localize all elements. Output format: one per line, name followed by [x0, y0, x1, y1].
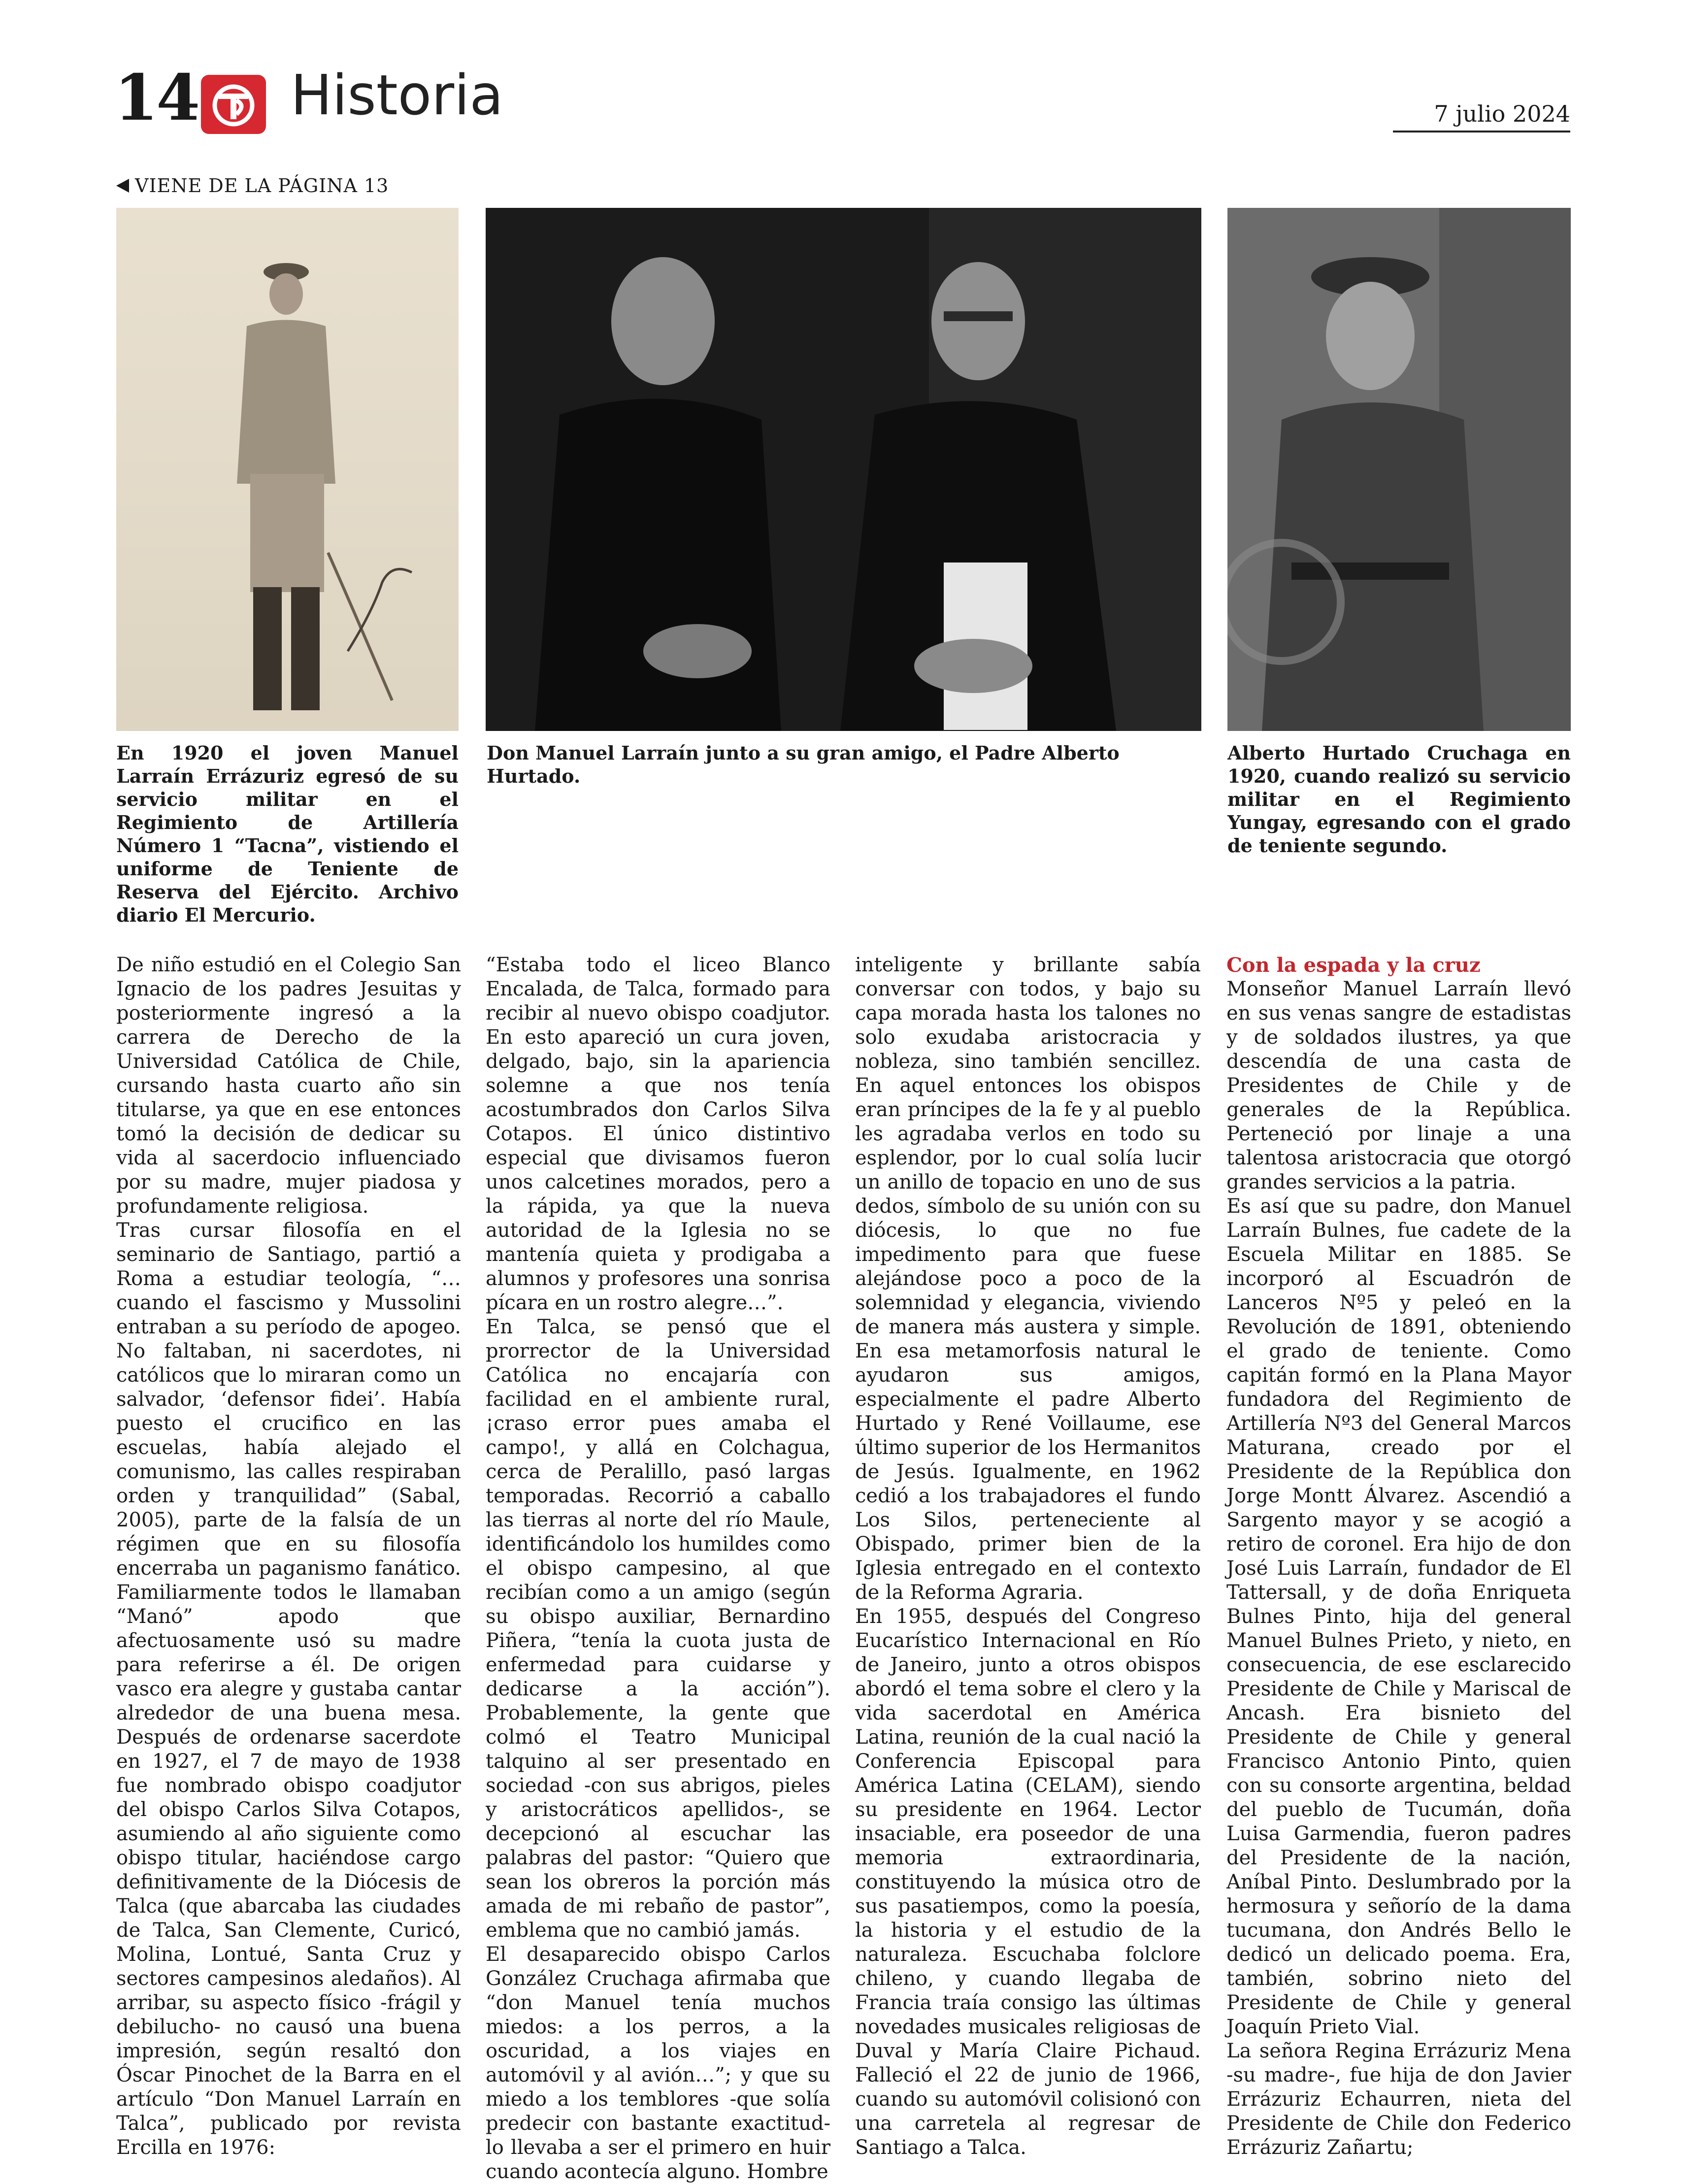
issue-date: 7 julio 2024 — [1434, 100, 1570, 127]
article-column-3 — [855, 953, 1201, 2160]
article-column-4 — [1226, 953, 1571, 2160]
alberto-hurtado-soldier-photo — [1227, 208, 1571, 731]
photo-caption-2: Don Manuel Larraín junto a su gran amigo, el Padre Alberto Hurtado. — [487, 742, 1120, 787]
continued-from-label: VIENE DE LA PÁGINA 13 — [135, 175, 389, 197]
paragraph: Es así que su padre, don Manuel Larraín Bulnes, fue cadete de la Escuela Militar en 1885. Se incorporó al Escuadrón de Lanceros Nº5 y peleó en la Revolución de 1891, obteniendo el grado de teniente. Como capitán formó en la Plana Mayor fundadora del Regimiento de Artillería Nº3 del General Marcos Maturana, creado por el Presidente de la República don Jorge Montt Álvarez. Ascendió a Sargento mayor y se acogió a retiro de coronel. Era hijo de don José Luis Larraín, fundador de El Tattersall, y de doña Enriqueta Bulnes Pinto, hija del general Manuel Bulnes Prieto, y nieto, en consecuencia, de ese esclarecido Presidente de Chile y Mariscal de Ancash. Era bisnieto del Presidente de Chile y general Francisco Antonio Pinto, quien con su consorte argentina, beldad del pueblo de Tucumán, doña Luisa Garmendia, fueron padres del Presidente de la nación, Aníbal Pinto. Deslumbrado por la hermosura y señorío de la dama tucumana, don Andrés Bello le dedicó un delicado poema. Era, también, sobrino nieto del Presidente de Chile y general Joaquín Prieto Vial. — [1226, 1195, 1571, 2038]
paragraph: La señora Regina Errázuriz Mena -su madre-, fue hija de don Javier Errázuriz Echaurren, nieta del Presidente de Chile don Federico Errázuriz Zañartu; — [1226, 2040, 1571, 2159]
newspaper-logo-icon — [201, 75, 266, 134]
paragraph: En Talca, se pensó que el prorrector de la Universidad Católica no encajaría con facilidad en el ambiente rural, ¡craso error pues amaba el campo!, y allá en Colchagua, cerca de Peralillo, pasó largas temporadas. Recorrió a caballo las tierras al norte del río Maule, identificándolo los humildes como el obispo campesino, al que recibían como a un amigo (según su obispo auxiliar, Bernardino Piñera, “tenía la cuota justa de enfermedad para cuidarse y dedicarse a la acción”). Probablemente, la gente que colmó el Teatro Municipal talquino al ser presentado en sociedad -con sus abrigos, pieles y aristocráticos apellidos-, se decepcionó al escuchar las palabras del pastor: “Quiero que sean los obreros la porción más amada de mi rebaño de pastor”, emblema que no cambió jamás. — [486, 1316, 830, 1942]
paragraph: De niño estudió en el Colegio San Ignacio de los padres Jesuitas y posteriormente ingresó a la carrera de Derecho de la Universidad Católica de Chile, cursando hasta cuarto año sin titularse, ya que en ese entonces tomó la decisión de dedicar su vida al sacerdocio influenciado por su madre, mujer piadosa y profundamente religiosa. — [116, 954, 461, 1218]
page-number: 14 — [114, 61, 198, 135]
subheading: Con la espada y la cruz — [1226, 954, 1481, 977]
article-column-2 — [486, 953, 830, 2184]
paragraph: En 1955, después del Congreso Eucarístico Internacional en Río de Janeiro, junto a otros obispos abordó el tema sobre el clero y la vida sacerdotal en América Latina, reunión de la cual nació la Conferencia Episcopal para América Latina (CELAM), siendo su presidente en 1964. Lector insaciable, era poseedor de una memoria extraordinaria, constituyendo la música otro de sus pasatiempos, como la poesía, la historia y el estudio de la naturaleza. Escuchaba folclore chileno, y cuando llegaba de Francia traía consigo las últimas novedades musicales religiosas de Duval y María Claire Pichaud. Falleció el 22 de junio de 1966, cuando su automóvil colisionó con una carretela al regresar de Santiago a Talca. — [855, 1605, 1201, 2159]
paragraph: Monseñor Manuel Larraín llevó en sus venas sangre de estadistas y de soldados ilustres, ya que descendía de una casta de Presidentes de Chile y de generales de la República. Perteneció por linaje a una talentosa aristocracia que otorgó grandes servicios a la patria. — [1226, 978, 1571, 1193]
photo-caption-3: Alberto Hurtado Cruchaga en 1920, cuando realizó su servicio militar en el Regimiento Yungay, egresando con el grado de teniente segundo. — [1227, 742, 1571, 857]
paragraph: inteligente y brillante sabía conversar con todos, y bajo su capa morada hasta los talones no solo exudaba aristocracia y nobleza, sino también sencillez. En aquel entonces los obispos eran príncipes de la fe y al pueblo les agradaba verlos en todo su esplendor, por lo cual solía lucir un anillo de topacio en uno de sus dedos, símbolo de su unión con su diócesis, lo que no fue impedimento para que fuese alejándose poco a poco de la solemnidad y elegancia, viviendo de manera más austera y simple. En esa metamorfosis natural le ayudaron sus amigos, especialmente el padre Alberto Hurtado y René Voillaume, ese último superior de los Hermanitos de Jesús. Igualmente, en 1962 cedió a los trabajadores el fundo Los Silos, perteneciente al Obispado, primer bien de la Iglesia entregado en el contexto de la Reforma Agraria. — [855, 954, 1201, 1604]
section-title: Historia — [291, 64, 503, 128]
manuel-larrain-soldier-photo — [116, 208, 459, 731]
paragraph: El desaparecido obispo Carlos González Cruchaga afirmaba que “don Manuel tenía muchos miedos: a los perros, a la oscuridad, a los viajes en automóvil y al avión…”; y que su miedo a los temblores -que solía predecir con bastante exactitud- lo llevaba a ser el primero en huir cuando acontecía alguno. Hombre — [486, 1943, 830, 2183]
paragraph: Tras cursar filosofía en el seminario de Santiago, partió a Roma a estudiar teología, “… cuando el fascismo y Mussolini entraban a su período de apogeo. No faltaban, ni sacerdotes, ni católicos que lo miraran como un salvador, ‘defensor fidei’. Había puesto el crucifico en las escuelas, había alejado el comunismo, las calles respiraban orden y tranquilidad” (Sabal, 2005), parte de la falsía de un régimen que en su filosofía encerraba un paganismo fanático. Familiarmente todos le llamaban “Manó” apodo que afectuosamente usó su madre para referirse a él. De origen vasco era alegre y gustaba cantar alrededor de una buena mesa. Después de ordenarse sacerdote en 1927, el 7 de mayo de 1938 fue nombrado obispo coadjutor del obispo Carlos Silva Cotapos, asumiendo al año siguiente como obispo titular, haciéndose cargo definitivamente de la Diócesis de Talca (que abarcaba las ciudades de Talca, San Clemente, Curicó, Molina, Lontué, Santa Cruz y sectores campesinos aledaños). Al arribar, su aspecto físico -frágil y debilucho- no causó una buena impresión, según resaltó don Óscar Pinochet de la Barra en el artículo “Don Manuel Larraín en Talca”, publicado por revista Ercilla en 1976: — [116, 1219, 461, 2159]
date-underline — [1393, 131, 1570, 132]
paragraph: “Estaba todo el liceo Blanco Encalada, de Talca, formado para recibir al nuevo obispo coadjutor. En esto apareció un cura joven, delgado, bajo, sin la apariencia solemne a que nos tenía acostumbrados don Carlos Silva Cotapos. El único distintivo especial que divisamos fueron unos calcetines morados, pero a la rápida, ya que la nueva autoridad de la Iglesia no se mantenía quieta y prodigaba a alumnos y profesores una sonrisa pícara en un rostro alegre…”. — [486, 954, 830, 1314]
article-column-1 — [116, 953, 461, 2160]
left-arrow-icon — [116, 179, 129, 193]
continued-from-link[interactable] — [116, 175, 389, 197]
photo-caption-1: En 1920 el joven Manuel Larraín Errázuriz egresó de su servicio militar en el Regimiento de Artillería Número 1 “Tacna”, vistiendo el uniforme de Teniente de Reserva del Ejército. Archivo diario El Mercurio. — [116, 742, 459, 926]
larrain-hurtado-photo — [486, 208, 1201, 731]
